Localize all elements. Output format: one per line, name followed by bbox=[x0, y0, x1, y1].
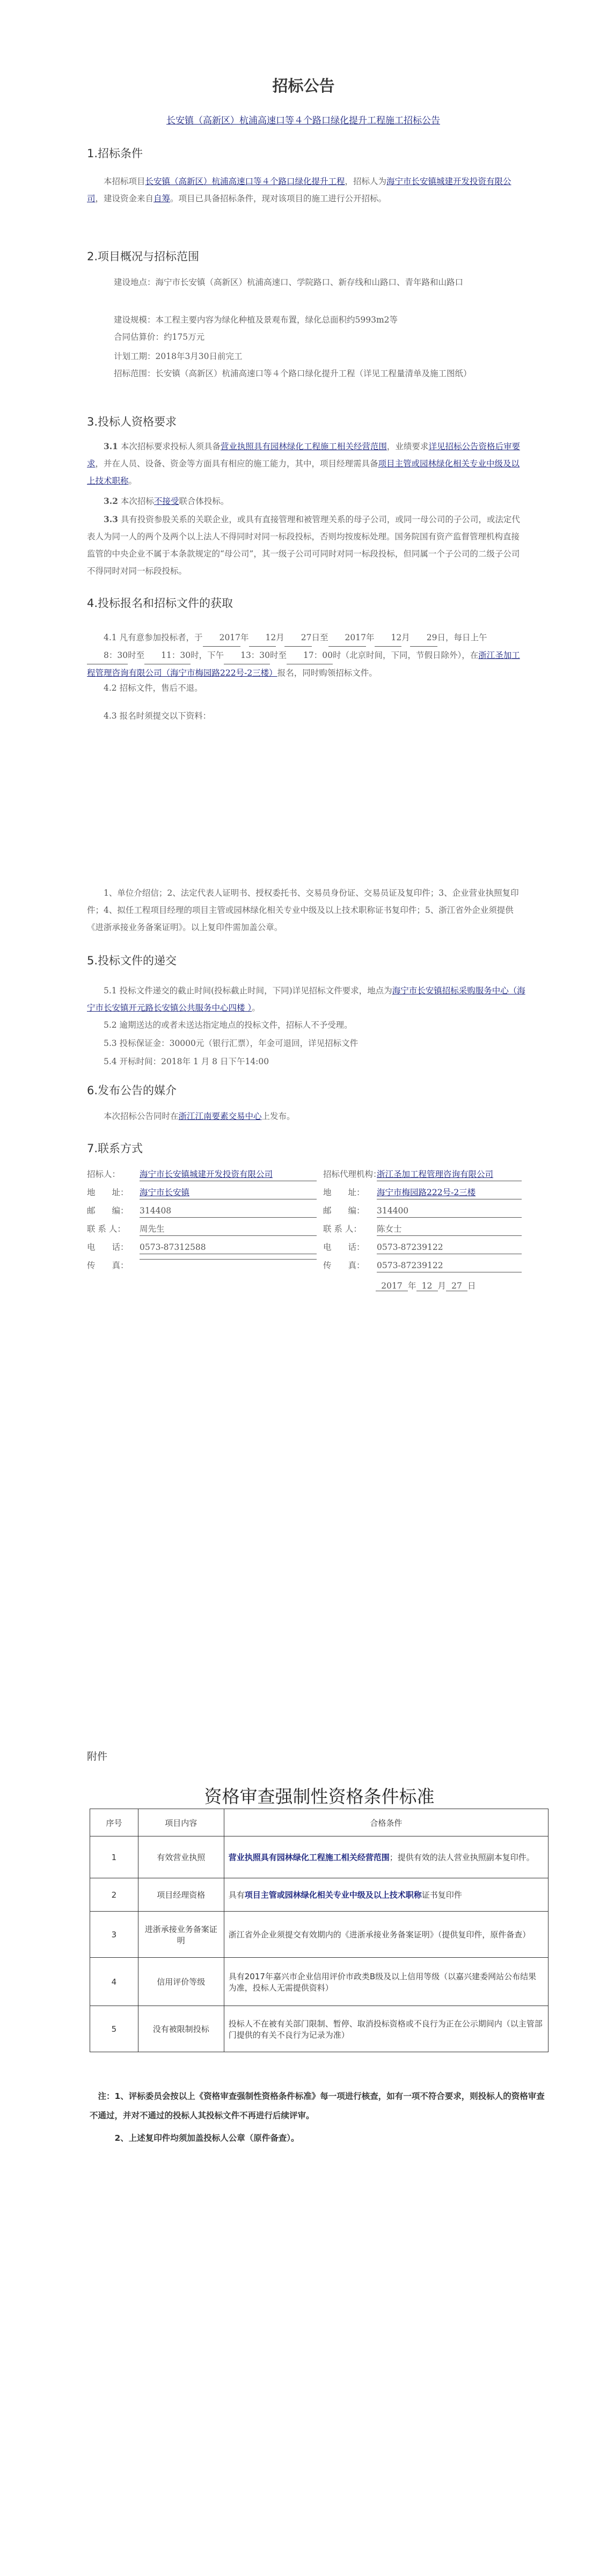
attachment-note-2: 2、上述复印件均须加盖投标人公章（原件备查）。 bbox=[114, 2133, 299, 2143]
s3-1-scope: 营业执照具有园林绿化工程施工相关经营范围 bbox=[220, 442, 387, 451]
contact-value: 0573-87312588 bbox=[140, 1241, 317, 1254]
date-month: 12 bbox=[416, 1281, 438, 1291]
section-heading-6: 6.发布公告的媒介 bbox=[87, 1084, 177, 1097]
s2-scale: 建设规模：本工程主要内容为绿化种植及景观布置，绿化总面积约5993m2等 bbox=[114, 315, 398, 325]
contact-value: 海宁市梅园路222号-2三楼 bbox=[377, 1186, 522, 1199]
table-header: 项目内容 bbox=[138, 1809, 224, 1836]
row-condition bbox=[224, 1878, 548, 1912]
requirements-table bbox=[90, 1809, 549, 2052]
s4-text-a: 4.1 凡有意参加投标者，于 bbox=[104, 633, 203, 642]
section-heading-1: 1.招标条件 bbox=[87, 147, 143, 160]
s5-text-b: 。 bbox=[252, 1003, 260, 1013]
s6-media bbox=[87, 1108, 527, 1125]
row-condition bbox=[224, 1836, 548, 1878]
s3-req-2 bbox=[87, 493, 527, 510]
row-no: 3 bbox=[90, 1912, 138, 1958]
contact-row bbox=[87, 1223, 527, 1241]
row-item: 没有被限制投标 bbox=[138, 2006, 224, 2052]
contact-value: 0573-87239122 bbox=[377, 1241, 522, 1254]
s2-estimate: 合同估算价：约175万元 bbox=[114, 332, 205, 342]
project-name: 长安镇（高新区）杭浦高速口等４个路口绿化提升工程 bbox=[145, 177, 345, 186]
s4-text-d: 时，下午 bbox=[191, 650, 224, 660]
s1-text-c: ，建设资金来自 bbox=[95, 194, 154, 203]
contact-key: 招标人： bbox=[87, 1169, 121, 1179]
row-no: 1 bbox=[90, 1836, 138, 1878]
row-item: 信用评价等级 bbox=[138, 1958, 224, 2006]
s3-1-text-d: 。 bbox=[128, 476, 137, 486]
s1-text-b: ，招标人为 bbox=[345, 177, 387, 186]
contact-row bbox=[87, 1186, 527, 1204]
section-heading-5: 5.投标文件的递交 bbox=[87, 954, 177, 967]
s5-bond: 5.3 投标保证金：30000元（银行汇票），年金可退回，详见招标文件 bbox=[104, 1038, 359, 1048]
condition-text: 证书复印件 bbox=[421, 1890, 462, 1900]
s1-text-a: 本招标项目 bbox=[104, 177, 145, 186]
s4-text-f: 时（北京时间，下同，节假日除外），在 bbox=[333, 650, 479, 660]
s4-pm-start: 13：30 bbox=[224, 647, 270, 664]
section-1-text bbox=[87, 173, 527, 207]
s3-2-label: 3.2 bbox=[104, 496, 118, 506]
contact-key: 邮 编： bbox=[323, 1206, 365, 1216]
s4-text-b: 日，每日上午 bbox=[437, 633, 487, 642]
contact-key: 招标代理机构： bbox=[323, 1169, 382, 1179]
s4-am-end: 11：30 bbox=[144, 647, 191, 664]
s3-1-manager: 项目主管或园林绿化相关专业中级及以上技术职称 bbox=[87, 459, 520, 486]
contact-value: 陈女士 bbox=[377, 1223, 522, 1236]
contact-value: 海宁市长安镇 bbox=[140, 1186, 317, 1199]
s4-registration: 4.1 凡有意参加投标者，于 2017年 12月 27日至 2017年 12月 29日，每日上午8：30时至 11：30时，下午 13：30时至 17：00时（北京时间，下同，节假日除外），在浙江圣加工程管理咨询有限公司（海宁市梅园路222号-2三楼）报名，同时购领招标文件。 bbox=[87, 629, 527, 682]
table-row bbox=[90, 1878, 549, 1912]
s6-text-b: 上发布。 bbox=[261, 1111, 295, 1121]
s6-text-a: 本次招标公告同时在 bbox=[104, 1111, 179, 1121]
s4-end-day: 29 bbox=[410, 629, 437, 647]
contact-table bbox=[87, 1168, 527, 1277]
section-heading-2: 2.项目概况与招标范围 bbox=[87, 250, 200, 263]
s3-req-3 bbox=[87, 511, 527, 580]
s5-place: 海宁市长安镇招标采购服务中心（海宁市长安镇开元路长安镇公共服务中心四楼 ） bbox=[87, 986, 525, 1013]
row-condition: 具有2017年嘉兴市企业信用评价市政类B级及以上信用等级（以嘉兴建委网站公布结果为准，投标人无需提供资料） bbox=[224, 1958, 548, 2006]
s4-start-day: 27 bbox=[284, 629, 312, 647]
date-year: 2017 bbox=[376, 1281, 408, 1291]
s4-text-c: 时至 bbox=[128, 650, 145, 660]
s4-end-month: 12 bbox=[375, 629, 402, 647]
row-no: 4 bbox=[90, 1958, 138, 2006]
s3-1-text-a: 本次招标要求投标人须具备 bbox=[118, 442, 221, 451]
row-condition: 浙江省外企业须提交有效期内的《进浙承接业务备案证明》（提供复印件，原件备查） bbox=[224, 1912, 548, 1958]
contact-row bbox=[87, 1204, 527, 1223]
s3-2-text-b: 联合体投标。 bbox=[179, 496, 229, 506]
contact-key: 邮 编： bbox=[87, 1206, 129, 1216]
condition-highlight: 项目主管或园林绿化相关专业中级及以上技术职称 bbox=[244, 1890, 422, 1900]
row-item: 进浙承接业务备案证明 bbox=[138, 1912, 224, 1958]
section-heading-3: 3.投标人资格要求 bbox=[87, 415, 177, 428]
row-no: 2 bbox=[90, 1878, 138, 1912]
s3-1-text-c: ，并在人员、设备、资金等方面具有相应的施工能力，其中，项目经理需具备 bbox=[95, 459, 378, 469]
contact-key: 地 址： bbox=[323, 1188, 365, 1197]
row-item: 项目经理资格 bbox=[138, 1878, 224, 1912]
s4-end-year: 2017 bbox=[328, 629, 366, 647]
condition-pre: 具有 bbox=[228, 1890, 245, 1900]
contact-value: 浙江圣加工程管理咨询有限公司 bbox=[377, 1168, 522, 1181]
table-header-row bbox=[90, 1809, 549, 1836]
table-row bbox=[90, 1958, 549, 2006]
row-condition: 投标人不在被有关部门限制、暂停、取消投标资格或不良行为正在公示期间内（以主管部门提供的有关不良行为记录为准） bbox=[224, 2006, 548, 2052]
s4-pm-end: 17：00 bbox=[287, 647, 333, 664]
announcement-date: 2017 年 12 月 27 日 bbox=[376, 1279, 476, 1291]
s4-to: 日至 bbox=[311, 633, 328, 642]
page-title: 招标公告 bbox=[272, 77, 335, 95]
fund-source: 自筹 bbox=[153, 194, 171, 203]
s2-schedule: 计划工期：2018年3月30日前完工 bbox=[114, 352, 243, 361]
contact-key: 联 系 人： bbox=[87, 1224, 126, 1234]
s5-text-a: 5.1 投标文件递交的截止时间(投标截止时间，下同)详见招标文件要求，地点为 bbox=[104, 986, 392, 996]
s4-no-refund: 4.2 招标文件，售后不退。 bbox=[104, 683, 203, 693]
table-header: 序号 bbox=[90, 1809, 138, 1836]
s3-1-perf: 详见招标公告资格后审要求 bbox=[87, 442, 520, 469]
contact-key: 联 系 人： bbox=[323, 1224, 362, 1234]
contact-value: 0573-87239122 bbox=[377, 1259, 522, 1272]
row-no: 5 bbox=[90, 2006, 138, 2052]
s4-text-g: 报名，同时购领招标文件。 bbox=[277, 668, 377, 678]
table-row bbox=[90, 2006, 549, 2052]
s4-materials-list: 1、单位介绍信；2、法定代表人证明书、授权委托书、交易员身份证、交易员证及复印件；3、企业营业执照复印件；4、拟任工程项目经理的项目主管或园林绿化相关专业中级及以上技术职称证书复印件；5、浙江省外企业须提供《进浙承接业务备案证明》。以上复印件需加盖公章。 bbox=[87, 888, 519, 932]
s4-text-e: 时至 bbox=[270, 650, 287, 660]
table-row bbox=[90, 1836, 549, 1878]
s3-1-text-b: ，业绩要求 bbox=[386, 442, 429, 451]
s4-materials-title: 4.3 报名时须提交以下资料： bbox=[104, 711, 211, 721]
contact-row bbox=[87, 1259, 527, 1277]
s6-medium: 浙江江南要素交易中心 bbox=[178, 1111, 262, 1121]
s2-scope: 招标范围：长安镇（高新区）杭浦高速口等４个路口绿化提升工程（详见工程量清单及施工图纸） bbox=[114, 369, 472, 378]
table-header: 合格条件 bbox=[224, 1809, 548, 1836]
contact-key: 地 址： bbox=[87, 1188, 129, 1197]
s3-req-1 bbox=[87, 438, 527, 489]
row-item: 有效营业执照 bbox=[138, 1836, 224, 1878]
s3-2-text-a: 本次招标 bbox=[118, 496, 154, 506]
s1-text-d: 。项目已具备招标条件，现对该项目的施工进行公开招标。 bbox=[170, 194, 387, 203]
section-heading-7: 7.联系方式 bbox=[87, 1142, 143, 1155]
s3-3-text: 具有投资参股关系的关联企业，或具有直接管理和被管理关系的母子公司，或同一母公司的子公司，或法定代表人为同一人的两个及两个以上法人不得同时对同一标段投标，否则均按废标处理。国务院国有资产监督管理机构直接监管的中央企业不属于本条款规定的“母公司”，其一级子公司可同时对同一标段投标，但同属一个子公司的二级子公司不得同时对同一标段投标。 bbox=[87, 515, 520, 576]
s3-1-label: 3.1 bbox=[104, 441, 118, 451]
s4-place: 浙江圣加工程管理咨询有限公司（海宁市梅园路222号-2三楼） bbox=[87, 650, 520, 678]
s3-3-label: 3.3 bbox=[104, 514, 118, 524]
s2-location: 建设地点：海宁市长安镇（高新区）杭浦高速口、学院路口、新存线和山路口、青年路和山路口 bbox=[114, 277, 464, 287]
contact-value: 海宁市长安镇城建开发投资有限公司 bbox=[140, 1168, 317, 1181]
s4-start-month: 12 bbox=[249, 629, 276, 647]
contact-value bbox=[140, 1259, 317, 1260]
s4-start-year: 2017 bbox=[203, 629, 240, 647]
s3-2-joint: 不接受 bbox=[153, 496, 179, 506]
attachment-title: 资格审查强制性资格条件标准 bbox=[204, 1786, 435, 1807]
date-day: 27 bbox=[446, 1281, 467, 1291]
condition-text: ；提供有效的法人营业执照副本复印件。 bbox=[389, 1853, 535, 1862]
owner-name: 海宁市长安镇城建开发投资有限公司 bbox=[87, 177, 511, 203]
contact-key: 传 真： bbox=[323, 1261, 365, 1270]
contact-value: 314400 bbox=[377, 1204, 522, 1218]
contact-key: 电 话： bbox=[87, 1242, 129, 1252]
table-row bbox=[90, 1912, 549, 1958]
s5-submission bbox=[87, 982, 527, 1016]
contact-row bbox=[87, 1241, 527, 1259]
attachment-note-1: 注：1、评标委员会按以上《资格审查强制性资格条件标准》每一项进行核查，如有一项不符合要求，则投标人的资格审查不通过，并对不通过的投标人其投标文件不再进行后续评审。 bbox=[90, 2091, 545, 2120]
s5-opening: 5.4 开标时间：2018年 1 月 8 日下午14:00 bbox=[104, 1057, 269, 1066]
contact-value: 314408 bbox=[140, 1204, 317, 1218]
subtitle-text: 长安镇（高新区）杭浦高速口等４个路口绿化提升工程施工招标公告 bbox=[166, 115, 440, 126]
section-heading-4: 4.投标报名和招标文件的获取 bbox=[87, 597, 233, 610]
contact-key: 传 真： bbox=[87, 1261, 129, 1270]
s5-late: 5.2 逾期送达的或者未送达指定地点的投标文件，招标人不予受理。 bbox=[104, 1020, 353, 1030]
attachment-label: 附件 bbox=[87, 1751, 108, 1762]
condition-highlight: 营业执照具有园林绿化工程施工相关经营范围 bbox=[228, 1853, 390, 1862]
contact-row bbox=[87, 1168, 527, 1186]
page-subtitle bbox=[86, 113, 521, 126]
contact-value: 周先生 bbox=[140, 1223, 317, 1236]
contact-key: 电 话： bbox=[323, 1242, 365, 1252]
s4-am-start: 8：30 bbox=[87, 647, 128, 664]
